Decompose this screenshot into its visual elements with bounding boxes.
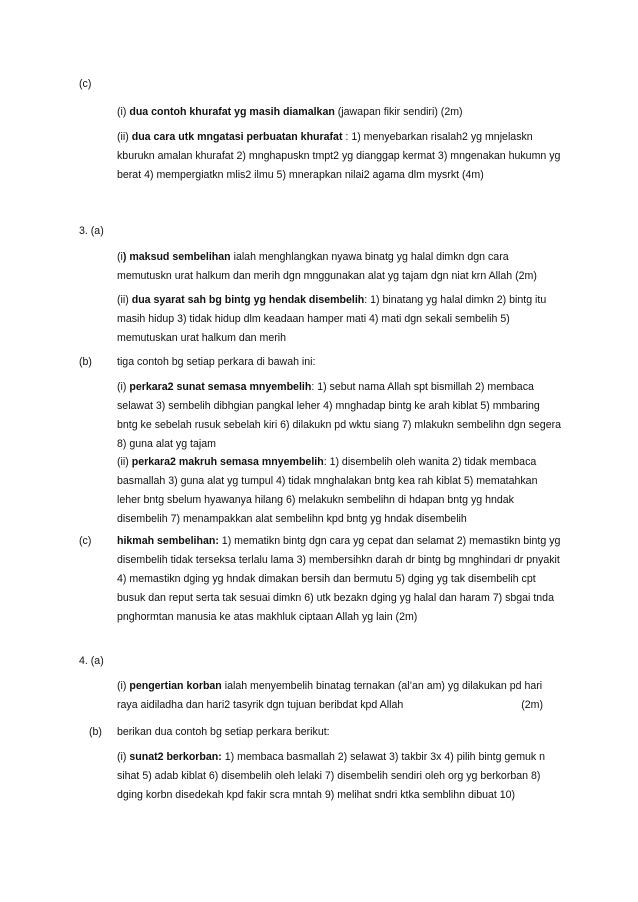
item-heading: dua syarat sah bg bintg yg hendak disembelih: [131, 294, 365, 306]
item-heading: pengertian korban: [129, 680, 222, 692]
q3-b-ii-item: [117, 453, 563, 529]
item-prefix: (i): [117, 381, 130, 393]
item-text: 1) mematikn bintg dgn cara yg cepat dan selamat 2) memastikn bintg yg disembelih tidak terseksa terlalu lama 3) membersihkn darah dr bintg bg mnghindari dr pnyakit 4) memastikn dging yg hndak dimakan bersih dan bermutu 5) dging yg tak disembelih cpt busuk dan reput serta tak sesuai dimkn 6) utk bezakn dging yg halal dan haram 7) sbgai tnda pnghormtan manusia ke atas makhluk ciptaan Allah yg lain (2m): [117, 535, 561, 623]
item-text: 1) membaca basmallah 2) selawat 3) takbir 3x 4) pilih bintg gemuk n sihat 5) adab kiblat 6) disembelih oleh lelaki 7) disembelih sendiri oleh org yg berkorban 8) dging korbn disedekah kpd fakir scra mntah 9) melihat sndri ktka semblihn dibuat 10): [117, 751, 546, 801]
item-text: (jawapan fikir sendiri) (2m): [334, 106, 463, 118]
item-heading: perkara2 sunat semasa mnyembelih: [129, 381, 312, 393]
item-text: : 1) menyebarkan risalah2 yg mnjelaskn kburukn amalan khurafat 2) mnghapuskn tmpt2 yg dianggap kermat 3) mngenakan hukumn yg berat 4) mempergiatkn mlis2 ilmu 5) mnerapkan nilai2 agama dlm mysrkt (4m): [117, 131, 561, 181]
item-text: ialah menghlangkan nyawa binatg yg halal dimkn dgn cara memutuskn urat halkum dan merih dgn mnggunakan alat yg tajam dgn niat krn Allah (2m): [117, 251, 537, 282]
q2-c-i-item: [117, 103, 563, 122]
item-text: : 1) disembelih oleh wanita 2) tidak membaca basmallah 3) guna alat yg tumpul 4) tidak mnghalakan bntg kea rah kiblat 5) mematahkan leher bntg sbelum hyawanya hilang 6) melakukn sembelihn di hdapan bntg yg hndak disembelih 7) menampakkan alat sembelihn kpd bntg yg hndak disembelih: [117, 456, 538, 525]
item-prefix: (i): [117, 106, 130, 118]
item-heading: ) maksud sembelihan: [122, 251, 231, 263]
q3-a-ii-item: [117, 291, 563, 348]
q2-c-label: (c): [79, 78, 92, 90]
q3-b-label: (b): [79, 356, 92, 368]
item-heading: sunat2 berkorban:: [129, 751, 222, 763]
mark-label: (2m): [521, 699, 543, 711]
item-heading: hikmah sembelihan:: [117, 535, 219, 547]
item-prefix: (ii): [117, 456, 132, 468]
q4-b-intro: berikan dua contoh bg setiap perkara berikut:: [117, 726, 330, 738]
q4-b-i-item: [117, 748, 563, 805]
item-prefix: (i): [117, 680, 130, 692]
item-prefix: (i: [117, 251, 123, 263]
item-heading: dua cara utk mngatasi perbuatan khurafat: [131, 131, 343, 143]
q3-c-item: [117, 532, 563, 627]
q3-a-label: 3. (a): [79, 225, 104, 237]
q3-a-i-item: [117, 248, 563, 286]
item-heading: perkara2 makruh semasa mnyembelih: [131, 456, 324, 468]
item-prefix: (i): [117, 751, 130, 763]
item-text: ialah menyembelih binatag ternakan (al’an am) yg dilakukan pd hari raya aidiladha dan hari2 tasyrik dgn tujuan beribdat kpd Allah: [117, 680, 543, 711]
q2-c-ii-item: [117, 128, 563, 185]
q3-c-label: (c): [79, 535, 92, 547]
item-prefix: (ii): [117, 294, 132, 306]
q4-a-i-item: [117, 677, 563, 715]
q4-a-label: 4. (a): [79, 655, 104, 667]
item-text: : 1) sebut nama Allah spt bismillah 2) membaca selawat 3) sembelih dibhgian pangkal leher 4) mnghadap bintg ke arah kiblat 5) mmbaring bntg ke sebelah rusuk sebelah kiri 6) dilakukn pd wktu siang 7) mlakukn sembelihn dgn segera 8) guna alat yg tajam: [117, 381, 562, 450]
item-heading: dua contoh khurafat yg masih diamalkan: [129, 106, 335, 118]
q3-b-i-item: [117, 378, 563, 454]
item-text: : 1) binatang yg halal dimkn 2) bintg itu masih hidup 3) tidak hidup dlm keadaan hamper mati 4) mati dgn sekali sembelih 5) memutuskan urat halkum dan merih: [117, 294, 547, 344]
q3-b-intro: tiga contoh bg setiap perkara di bawah ini:: [117, 356, 316, 368]
q4-b-label: (b): [89, 726, 102, 738]
item-prefix: (ii): [117, 131, 132, 143]
